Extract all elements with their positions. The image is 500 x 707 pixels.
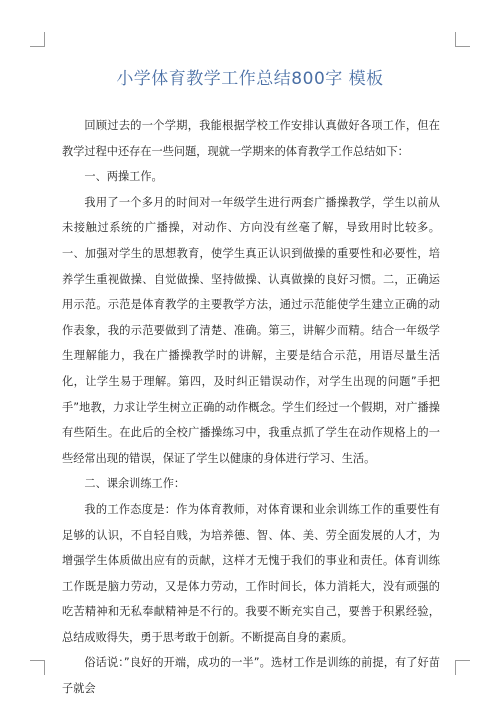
crop-mark-bottom-left	[30, 660, 45, 675]
section-heading-training: 二、课余训练工作：	[84, 477, 186, 491]
paragraph-selection: 俗话说：”良好的开端，成功的一半”。选材工作是训练的前提，有了好苗子就会	[62, 656, 440, 696]
paragraph-intro: 回顾过去的一个学期，我能根据学校工作安排认真做好各项工作，但在教学过程中还存在一些问题，现就一学期来的体育教学工作总结如下：	[62, 119, 440, 158]
crop-mark-top-right	[455, 32, 470, 47]
section-heading-exercises: 一、两操工作。	[84, 170, 163, 184]
crop-mark-top-left	[30, 32, 45, 47]
document-body	[62, 113, 440, 702]
document-title: 小学体育教学工作总结800字 模板	[116, 69, 384, 89]
crop-mark-bottom-right	[455, 660, 470, 675]
paragraph-exercises: 我用了一个多月的时间对一年级学生进行两套广播操教学，学生以前从未接触过系统的广播操，对动作、方向没有丝毫了解，导致用时比较多。一、加强对学生的思想教育，使学生真正认识到做操的重要性和必要性，培养学生重视做操、自觉做操、坚持做操、认真做操的良好习惯。二，正确运用示范。示范是体育教学的主要教学方法，通过示范能使学生建立正确的动作表象，我的示范要做到了清楚、准确。第三，讲解少而精。结合一年级学生理解能力，我在广播操教学时的讲解，主要是结合示范，用语尽量生活化，让学生易于理解。第四，及时纠正错误动作，对学生出现的问题”手把手”地教，力求让学生树立正确的动作概念。学生们经过一个假期，对广播操有些陌生。在此后的全校广播操练习中，我重点抓了学生在动作规格上的一些经常出现的错误，保证了学生以健康的身体进行学习、生活。	[62, 195, 440, 465]
paragraph-training: 我的工作态度是：作为体育教师，对体育课和业余训练工作的重要性有足够的认识，不自轻自贱，为培养德、智、体、美、劳全面发展的人才，为增强学生体质做出应有的贡献，这样才无愧于我们的事业和责任。体育训练工作既是脑力劳动，又是体力劳动，工作时间长，体力消耗大，没有顽强的吃苦精神和无私奉献精神是不行的。我要不断充实自己，要善于积累经验，总结成败得失，勇于思考敢于创新。不断提高自身的素质。	[62, 502, 440, 644]
